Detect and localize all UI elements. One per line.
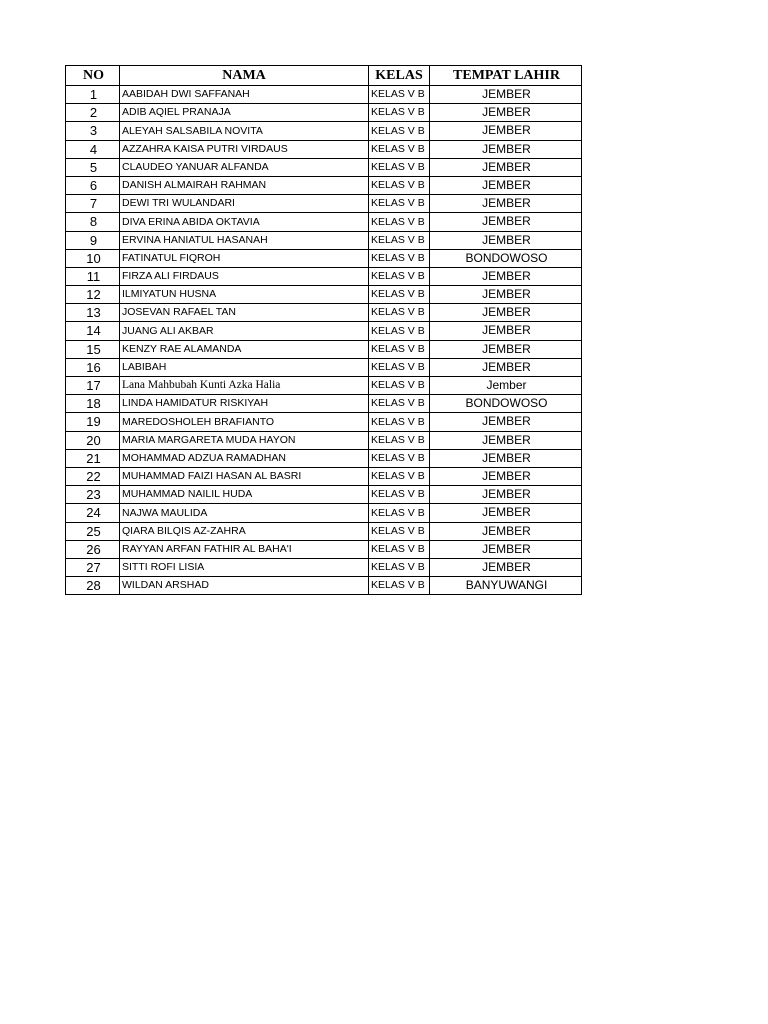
student-name: AZZAHRA KAISA PUTRI VIRDAUS (120, 140, 369, 158)
table-row (66, 322, 582, 340)
row-number: 18 (66, 395, 120, 413)
row-number: 25 (66, 522, 120, 540)
student-name: FATINATUL FIQROH (120, 249, 369, 267)
table-row (66, 431, 582, 449)
student-name: AABIDAH DWI SAFFANAH (120, 86, 369, 104)
table-row (66, 104, 582, 122)
header-tempat-lahir: TEMPAT LAHIR (430, 66, 582, 86)
student-name: WILDAN ARSHAD (120, 577, 369, 595)
roster-body (66, 86, 582, 595)
student-name: MOHAMMAD ADZUA RAMADHAN (120, 449, 369, 467)
student-name: ILMIYATUN HUSNA (120, 286, 369, 304)
birthplace: JEMBER (430, 504, 582, 522)
student-class: KELAS V B (369, 558, 430, 576)
row-number: 4 (66, 140, 120, 158)
student-class: KELAS V B (369, 431, 430, 449)
table-row (66, 340, 582, 358)
birthplace: JEMBER (430, 304, 582, 322)
row-number: 22 (66, 467, 120, 485)
student-class: KELAS V B (369, 340, 430, 358)
row-number: 7 (66, 195, 120, 213)
birthplace: JEMBER (430, 449, 582, 467)
student-class: KELAS V B (369, 322, 430, 340)
table-row (66, 249, 582, 267)
student-name: MARIA MARGARETA MUDA HAYON (120, 431, 369, 449)
birthplace: JEMBER (430, 140, 582, 158)
student-name: ALEYAH SALSABILA NOVITA (120, 122, 369, 140)
student-class: KELAS V B (369, 267, 430, 285)
birthplace: JEMBER (430, 176, 582, 194)
student-name: DIVA ERINA ABIDA OKTAVIA (120, 213, 369, 231)
birthplace: JEMBER (430, 104, 582, 122)
row-number: 6 (66, 176, 120, 194)
student-name: LINDA HAMIDATUR RISKIYAH (120, 395, 369, 413)
student-name: NAJWA MAULIDA (120, 504, 369, 522)
birthplace: JEMBER (430, 322, 582, 340)
row-number: 28 (66, 577, 120, 595)
birthplace: BANYUWANGI (430, 577, 582, 595)
student-name: KENZY RAE ALAMANDA (120, 340, 369, 358)
student-class: KELAS V B (369, 377, 430, 395)
student-class: KELAS V B (369, 286, 430, 304)
student-name: DANISH ALMAIRAH RAHMAN (120, 176, 369, 194)
table-row (66, 140, 582, 158)
header-nama: NAMA (120, 66, 369, 86)
student-class: KELAS V B (369, 122, 430, 140)
table-row (66, 122, 582, 140)
row-number: 10 (66, 249, 120, 267)
table-row (66, 522, 582, 540)
birthplace: JEMBER (430, 558, 582, 576)
student-class: KELAS V B (369, 577, 430, 595)
table-row (66, 395, 582, 413)
table-row (66, 577, 582, 595)
row-number: 2 (66, 104, 120, 122)
student-name: JOSEVAN RAFAEL TAN (120, 304, 369, 322)
birthplace: JEMBER (430, 431, 582, 449)
birthplace: JEMBER (430, 267, 582, 285)
student-name: Lana Mahbubah Kunti Azka Halia (120, 377, 369, 395)
student-name: LABIBAH (120, 358, 369, 376)
table-row (66, 504, 582, 522)
row-number: 23 (66, 486, 120, 504)
row-number: 20 (66, 431, 120, 449)
row-number: 12 (66, 286, 120, 304)
birthplace: JEMBER (430, 195, 582, 213)
header-row (66, 66, 582, 86)
table-row (66, 377, 582, 395)
row-number: 24 (66, 504, 120, 522)
birthplace: BONDOWOSO (430, 249, 582, 267)
student-name: RAYYAN ARFAN FATHIR AL BAHA'I (120, 540, 369, 558)
row-number: 17 (66, 377, 120, 395)
student-class: KELAS V B (369, 158, 430, 176)
table-row (66, 486, 582, 504)
birthplace: JEMBER (430, 231, 582, 249)
table-row (66, 413, 582, 431)
student-class: KELAS V B (369, 486, 430, 504)
student-class: KELAS V B (369, 467, 430, 485)
student-class: KELAS V B (369, 249, 430, 267)
header-no: NO (66, 66, 120, 86)
student-name: JUANG ALI AKBAR (120, 322, 369, 340)
student-class: KELAS V B (369, 231, 430, 249)
student-name: MAREDOSHOLEH BRAFIANTO (120, 413, 369, 431)
birthplace: JEMBER (430, 522, 582, 540)
row-number: 14 (66, 322, 120, 340)
student-name: MUHAMMAD FAIZI HASAN AL BASRI (120, 467, 369, 485)
birthplace: JEMBER (430, 213, 582, 231)
student-class: KELAS V B (369, 449, 430, 467)
table-row (66, 558, 582, 576)
student-class: KELAS V B (369, 195, 430, 213)
row-number: 15 (66, 340, 120, 358)
birthplace: JEMBER (430, 413, 582, 431)
table-row (66, 540, 582, 558)
birthplace: JEMBER (430, 340, 582, 358)
table-row (66, 195, 582, 213)
table-row (66, 176, 582, 194)
student-name: DEWI TRI WULANDARI (120, 195, 369, 213)
student-class: KELAS V B (369, 86, 430, 104)
row-number: 21 (66, 449, 120, 467)
row-number: 9 (66, 231, 120, 249)
birthplace: JEMBER (430, 122, 582, 140)
student-class: KELAS V B (369, 504, 430, 522)
row-number: 26 (66, 540, 120, 558)
student-name: CLAUDEO YANUAR ALFANDA (120, 158, 369, 176)
student-class: KELAS V B (369, 540, 430, 558)
student-class: KELAS V B (369, 358, 430, 376)
row-number: 5 (66, 158, 120, 176)
birthplace: JEMBER (430, 358, 582, 376)
table-row (66, 158, 582, 176)
birthplace: JEMBER (430, 540, 582, 558)
birthplace: JEMBER (430, 86, 582, 104)
student-class: KELAS V B (369, 104, 430, 122)
row-number: 13 (66, 304, 120, 322)
birthplace: JEMBER (430, 158, 582, 176)
table-row (66, 231, 582, 249)
birthplace: JEMBER (430, 467, 582, 485)
birthplace: JEMBER (430, 286, 582, 304)
student-class: KELAS V B (369, 176, 430, 194)
table-row (66, 267, 582, 285)
student-roster-table (65, 65, 582, 595)
table-row (66, 358, 582, 376)
student-name: ADIB AQIEL PRANAJA (120, 104, 369, 122)
student-class: KELAS V B (369, 413, 430, 431)
student-class: KELAS V B (369, 522, 430, 540)
header-kelas: KELAS (369, 66, 430, 86)
birthplace: Jember (430, 377, 582, 395)
row-number: 3 (66, 122, 120, 140)
birthplace: JEMBER (430, 486, 582, 504)
row-number: 1 (66, 86, 120, 104)
student-class: KELAS V B (369, 213, 430, 231)
row-number: 8 (66, 213, 120, 231)
student-name: FIRZA ALI FIRDAUS (120, 267, 369, 285)
student-class: KELAS V B (369, 304, 430, 322)
student-class: KELAS V B (369, 395, 430, 413)
student-name: QIARA BILQIS AZ-ZAHRA (120, 522, 369, 540)
row-number: 16 (66, 358, 120, 376)
table-row (66, 449, 582, 467)
table-row (66, 304, 582, 322)
table-row (66, 467, 582, 485)
row-number: 19 (66, 413, 120, 431)
table-row (66, 86, 582, 104)
student-class: KELAS V B (369, 140, 430, 158)
birthplace: BONDOWOSO (430, 395, 582, 413)
row-number: 11 (66, 267, 120, 285)
student-name: ERVINA HANIATUL HASANAH (120, 231, 369, 249)
student-name: MUHAMMAD NAILIL HUDA (120, 486, 369, 504)
table-row (66, 286, 582, 304)
student-name: SITTI ROFI LISIA (120, 558, 369, 576)
table-row (66, 213, 582, 231)
row-number: 27 (66, 558, 120, 576)
